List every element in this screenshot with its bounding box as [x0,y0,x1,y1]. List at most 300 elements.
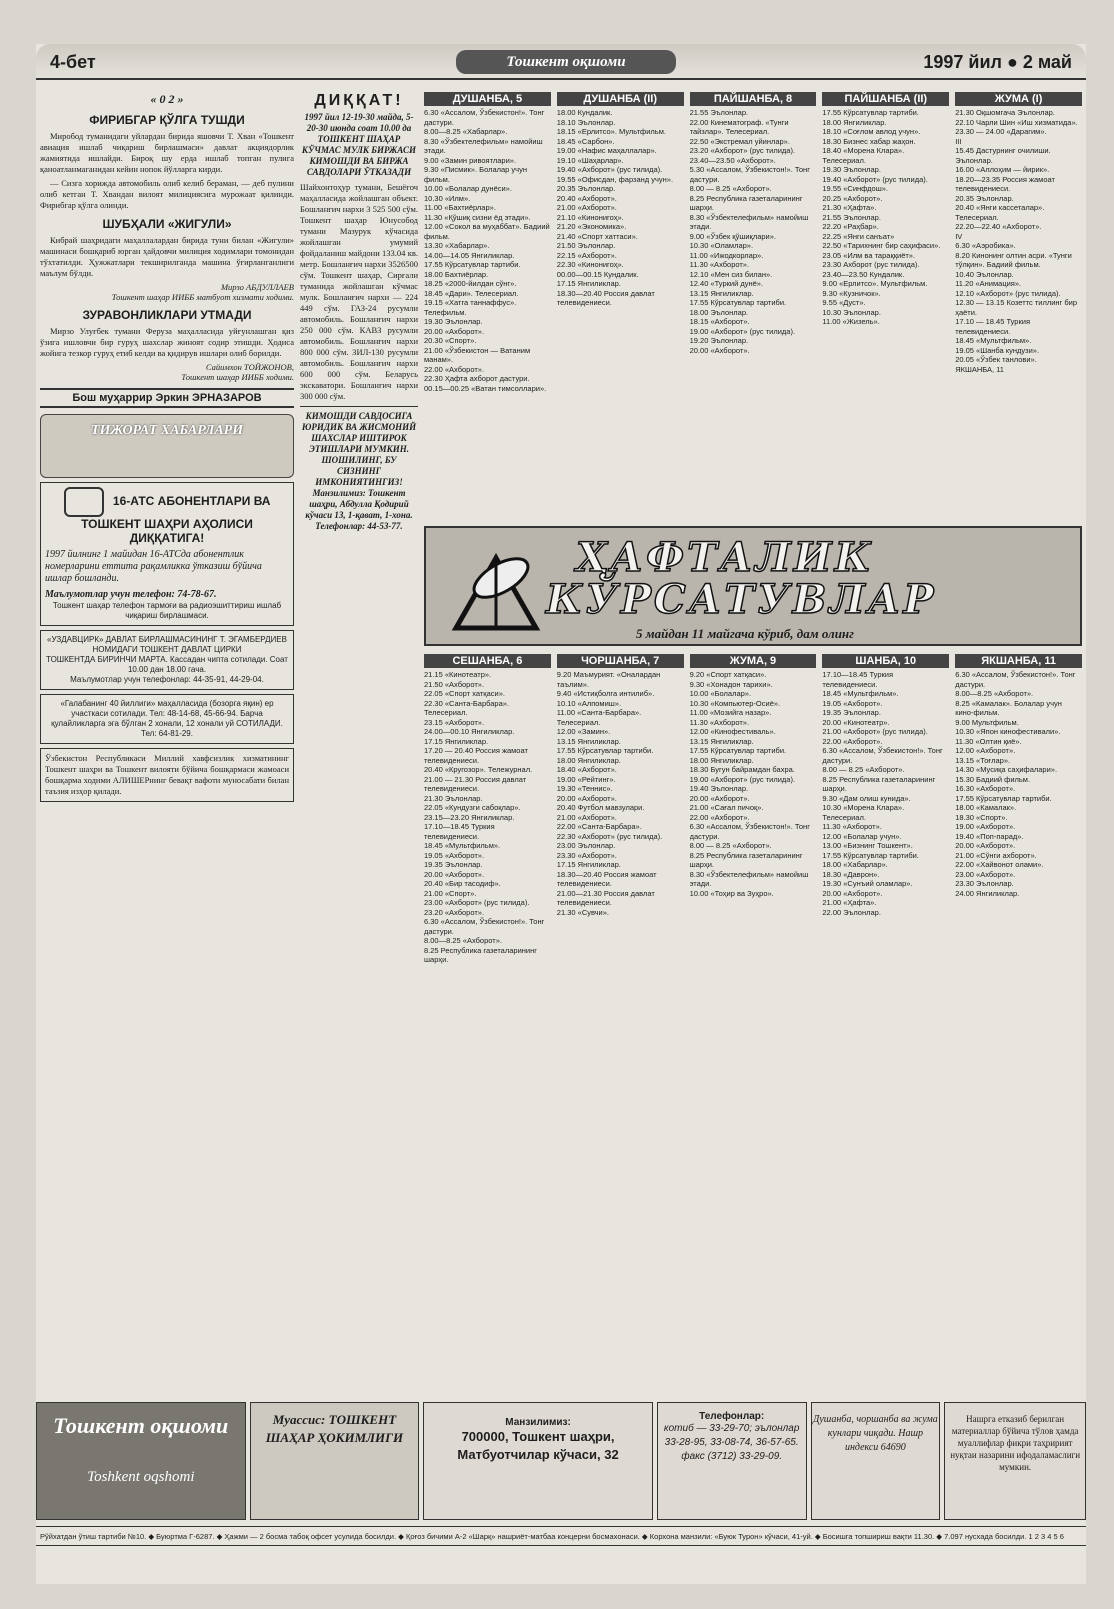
tv-program-line: 21.30 «Ҳафта». [822,203,877,212]
tv-program-line: 11.30 «Ахборот». [689,260,750,269]
tv-program-line: 19.00 «Ахборот» (рус тилида). [689,774,796,784]
tv-program-line: 10.00 «Болалар». [689,689,752,698]
tv-program-line: 6.30 «Ассалом, Ўзбекистон!». Тонг дастури. [955,670,1076,689]
tv-program-line: 12.30 — 13.15 Козеттс тиллинг бир ҳаёти. [955,298,1078,317]
tv-program-line: 19.30 «Сунъий оламлар». [822,879,913,888]
tv-program-line: 6.30 «Ассалом, Ўзбекистон!». Тонг дастури. [689,822,810,841]
tv-program-line: 23.30 — 24.00 «Дарагим». [955,127,1047,136]
atc-note: Тошкент шаҳар телефон тармоғи ва радиоэшиттириш ишлаб чиқариш бирлашмаси. [52,601,282,620]
tv-program-line: 10.40 Эълонлар. [955,269,1014,279]
tv-program-line: 22.00 «Ахборот». [424,364,485,374]
tv-program-line: 22.30 Ҳафта ахборот дастури. [424,374,530,383]
author-position: Тошкент шаҳар ИИББ матбуот хизмати ходими. [111,292,294,302]
tv-program-line: 20.05 «Ўзбек танлови». [955,355,1037,364]
tv-program-line: 21.55 Эълонлар. [689,108,749,117]
tv-program-line: 19.30 Эълонлар. [822,165,881,174]
tv-day-column [557,90,684,520]
tv-program-line: 8.00—8.25 «Ахборот». [955,689,1034,698]
tv-program-line: 10.00 «Тоҳир ва Зуҳро». [689,888,774,898]
tv-program-line: 8.30 «Ўзбектелефильм» намойиш этади. [689,869,809,888]
tv-program-line: 12.10 «Мен сиз билан». [689,269,773,279]
tv-program-line: 22.30 «Ахборот» (рус тилида). [556,831,663,841]
tv-day-header: ПАЙШАНБА (II) [822,92,949,106]
tv-program-line: 12.00 «Кинофестиваль». [689,727,776,736]
tv-program-line: III [955,136,962,146]
tv-program-line: 19.40 Эълонлар. [689,784,749,793]
article-paragraph: Миробод туманидаги уйлардан бирида яшовчи Т. Хван «Тошкент авиация ишлаб чиқариш бирлашмаси» давлат акциядорлик жамиятида ишлайди. Бироқ шу ерда ишлаб топган пулига қаноатланмаганидан кейин нопок йўлларга кирди. [40,131,294,174]
tv-program-line: 21.30 Оқшомгача Эълонлар. [955,108,1055,117]
tv-program-line: 20.40 «Ахборот». [556,193,617,203]
tv-program-line: 15.30 Бадиий фильм. [955,774,1031,784]
tv-day-column [822,90,949,520]
article-signature-3 [40,362,294,382]
tv-program-line: 22.50 «Тарихнинг бир саҳифаси». [822,241,941,250]
tv-program-line: 20.00 «Ахборот». [689,793,750,803]
tv-program-line: 20.00 «Ахборот». [689,345,750,355]
tv-program-line: 10.30 «Япон кинофестивали». [955,727,1061,736]
tv-program-line: 8.00 — 8.25 «Ахборот». [822,765,905,774]
imprint-line: Рўйхатдан ўтиш тартиби №10. ◆ Буюртма Г-6287. ◆ Ҳажми — 2 босма табоқ офсет усулида босилди. ◆ Қоғоз бичими А-2 «Шарқ» нашриёт-матбаа концерни босмахонаси. ◆ Корхона манзили: «Буюк Турон» кўчаси, 41-уй. ◆ Босишга топшириш вақти 11.30. ◆ 7.097 нусхада босилди. 1 2 3 4 5 6 [36,1526,1086,1546]
circus-phone: Маълумотлар учун телефонлар: 44-35-91, 44-29-04. [70,675,264,684]
tv-day-header: ДУШАНБА, 5 [424,92,551,106]
tv-program-line: 18.45 «Мультфильм». [424,841,501,850]
tv-program-line: 19.35 Эълонлар. [424,860,483,869]
footer-logo: Тошкент оқшоми [53,1413,229,1438]
address-text: 700000, Тошкент шаҳри, Матбуотчилар кўчаси, 32 [457,1429,619,1462]
tv-program-line: 6.30 «Ассалом, Ўзбекистон!». Тонг дастури. [822,746,943,765]
atc-title: 16-АТС АБОНЕНТЛАРИ ВА ТОШКЕНТ ШАҲРИ АҲОЛИСИ ДИҚҚАТИГА! [81,494,271,545]
tv-program-line: 21.30 «Сувчи». [556,907,609,917]
tv-program-line: 21.00 — 21.30 Россия давлат телевидениеси. [424,774,527,793]
tv-program-line: 21.00 «Ҳафта». [822,898,877,907]
tv-program-line: 24.00 Янгиликлар. [955,888,1020,898]
tv-program-line: 22.15 «Ахборот». [556,250,617,260]
tv-program-line: 8.30 «Ўзбектелефильм» намойиш этади. [424,136,543,155]
tv-program-line: 11.30 «Ахборот». [689,717,750,727]
founder-box: Муассис: ТОШКЕНТ ШАҲАР ҲОКИМЛИГИ [250,1402,420,1520]
tv-program-line: 17.10—18.45 Туркия телевидениеси. [424,822,495,841]
circus-ad [40,630,294,690]
tv-program-line: 18.40 «Ахборот». [556,765,617,774]
tv-program-line: 22.25 «Янги санъат» [822,231,895,241]
tv-program-line: 12.00 «Ахборот». [955,746,1016,755]
tv-program-line: 18.00 Янгиликлар. [689,755,754,765]
tv-program-line: 9.30 «Дам олиш кунида». [822,793,911,803]
tv-program-line: 21.50 «Ахборот». [424,679,485,689]
tv-program-line: 18.00 «Камалак». [955,803,1017,812]
tv-program-line: 16.30 «Ахборот». [955,784,1016,793]
tv-program-line: 15.45 Дастурнинг очилиши. Эълонлар. [955,146,1051,165]
auction-subtitle: 1997 йил 12-19-30 майда, 5-20-30 июнда соат 10.00 да ТОШКЕНТ ШАҲАР КЎЧМАС МУЛК БИРЖАСИ КИМОШДИ ВА БИРЖА САВДОЛАРИ ЎТКАЗАДИ [301,112,417,177]
tv-program-line: 18.45 «Мультфильм». [822,689,899,698]
tv-program-line: 21.00—21.30 Россия давлат телевидениеси. [556,888,655,907]
page-header [36,44,1086,80]
tv-program-line: 9.20 Маъмурият. «Оналардан таълим». [556,670,661,689]
tv-program-line: 11.30 «Қўшиқ сизни ёд этади». [424,212,531,222]
tv-program-line: 20.00 «Кинотеатр». [822,717,890,727]
tv-program-line: 12.40 «Туркий дунё». [689,279,764,288]
tv-program-line: 18.15 «Ерлитсо». Мультфильм. [556,127,666,136]
tv-program-line: 20.30 «Спорт». [424,336,477,345]
tv-program-line: 10.30 «Компьютер-Осиё». [689,698,781,708]
tv-program-line: 13.00 «Бизнинг Тошкент». [822,841,913,850]
circus-title: «УЗДАВЦИРК» ДАВЛАТ БИРЛАШМАСИНИНГ Т. ЭГАМБЕРДИЕВ НОМИДАГИ ТОШКЕНТ ДАВЛАТ ЦИРКИ [47,635,287,654]
tv-program-line: 10.30 «Морена Клара». Телесериал. [822,803,905,822]
tv-program-line: 23.20 «Ахборот» (рус тилида). [689,146,796,155]
tv-program-line: 17.55 Кўрсатувлар тартиби. [689,746,787,755]
tv-program-line: 17.55 Кўрсатувлар тартиби. [822,850,919,860]
tv-day-column [424,652,551,1392]
tv-program-line: 18.00 Янгиликлар. [822,117,887,127]
logo-box [36,1402,246,1520]
tv-program-line: 14.30 «Мусиқа саҳифалари». [955,765,1058,774]
article-title-1: ФИРИБГАР ҚЎЛГА ТУШДИ [89,113,245,127]
banner-title-line1: ҲАФТАЛИК [576,534,874,581]
divider [300,406,418,407]
tv-program-line: 17.15 Янгиликлар. [556,279,621,288]
phones-text: котиб — 33-29-70; эълонлар 33-28-95, 33-08-74, 36-57-65. факс (3712) 33-29-09. [663,1423,800,1462]
tv-program-line: 19.00 «Нафис маҳаллалар». [556,146,657,155]
tv-day-header: СЕШАНБА, 6 [424,654,551,668]
auction-body: Шайхонтоҳур тумани, Бешёғоч маҳалласида жойлашган объект. Бошланғич нархи 3 525 500 сўм. Тошкент шаҳар Юнусобод тумани Мазурук кўчасида жойлашган умумий фойдаланиш майдони 133.04 кв. метр. Бошланғич нархи 3526500 сўм. Тошкент шаҳар, Сирғали туманида жойлашган кўчмас мулк. Бошланғич нархи — 224 449 сўм. ГАЗ-24 русумли автомобиль. Бошланғич нархи 250 000 сўм. КАВЗ русумли автомобиль. Бошланғич нархи 800 000 сўм. ЗИЛ-130 русумли автомобиль. Бошланғич нархи 600 000 сўм. Беларусь экскаватори. Бошланғич нархи 300 000 сўм. [300,182,418,401]
tv-program-line: IV [955,231,963,241]
tv-program-line: 20.00 «Ахборот». [955,841,1016,850]
tv-program-line: 21.55 Эълонлар. [822,212,881,222]
tv-program-line: 18.20—23.35 Россия жамоат телевидениеси. [955,174,1055,193]
tv-program-line: 18.00 Бахтиёрлар. [424,269,489,279]
tv-program-line: 20.40 «Янги кассеталар». Телесериал. [955,203,1045,222]
auction-title: ДИҚҚАТ! [314,92,404,109]
tv-program-line: 19.00 «Рейтинг». [556,774,616,784]
atc-phone: Маълумотлар учун телефон: 74-78-67. [45,589,217,600]
tv-program-line: 8.25 Республика газеталарининг шарҳи. [689,850,803,869]
trade-news-banner: ТИЖОРАТ ХАБАРЛАРИ [40,414,294,478]
tv-program-line: 20.00 «Ахборот». [424,869,485,879]
tv-program-line: 11.20 «Анимация». [955,279,1022,288]
address-box [423,1402,653,1520]
tv-program-line: 22.00 «Ахборот». [689,812,750,822]
tv-day-header: ШАНБА, 10 [822,654,949,668]
tv-program-line: 12.00 «Замин». [556,727,611,736]
tv-program-line: 19.55 «Синфдош». [822,184,888,193]
tv-program-line: 19.30 «Теннис». [556,784,613,793]
tv-program-line: 8.00—8.25 «Хабарлар». [424,127,508,136]
tv-program-line: 18.45 «Дари». Телесериал. [424,288,519,298]
tv-program-line: 19.15 «Хатга таннаффус». Телефильм. [424,298,517,317]
tv-program-line: 9.00 «Замин ривоятлари». [424,155,517,165]
tv-program-line: 17.20 — 20.40 Россия жамоат телевидениеси. [424,746,528,765]
tv-program-line: 23.40—23.50 Кундалик. [822,269,905,279]
telephone-icon [64,487,104,517]
tv-program-line: 20.40 Футбол мавзулари. [556,803,645,812]
tv-program-line: 9.00 Мультфильм. [955,717,1019,727]
tv-program-line: ЯКШАНБА, 11 [955,364,1004,374]
tv-program-line: 22.10 Чарли Шин «Иш хизматида». [955,117,1078,127]
tv-program-line: 21.00 «Ахборот» (рус тилида). [822,727,928,736]
tv-program-line: 18.45 «Мультфильм». [955,336,1032,345]
tv-program-line: 23.40—23.50 «Ахборот». [689,155,776,165]
phones-box [657,1402,807,1520]
tv-program-line: 10.00 «Болалар дунёси». [424,184,512,193]
tv-program-line: 19.00 «Ахборот» (рус тилида). [689,326,796,336]
article-title-3: ЗУРАВОНЛИКЛАРИ УТМАДИ [82,308,252,322]
article-title-2: ШУБҲАЛИ «ЖИГУЛИ» [102,217,232,231]
tv-program-line: 21.00 «Ўзбекистон — Ватаним манам». [424,345,531,364]
tv-program-line: 22.30 «Кинонигоҳ». [556,260,624,269]
tv-program-line: 18.30 «Даврон». [822,869,880,879]
banner-title-line2: КЎРСАТУВЛАР [546,576,937,623]
obituary: Ўзбекистон Республикаси Миллий хавфсизлик хизматининг Тошкент шаҳри ва Тошкент вилояти бўйича бошқармаси жамоаси бошқарма ходими АЛИШЕРнинг бевақт вафоти муносабати билан таъзия изҳор қилади. [40,748,294,802]
tv-program-line: 5.30 «Ассалом, Ўзбекистон!». Тонг дастури. [689,165,810,184]
tv-program-line: 21.00 «Ахборот». [556,203,617,212]
tv-day-header: ПАЙШАНБА, 8 [690,92,817,106]
satellite-dish-icon [446,538,546,638]
tv-program-line: 23.00 «Ахборот» (рус тилида). [424,898,530,907]
tv-program-line: 19.40 «Ахборот» (рус тилида). [556,165,663,174]
tv-program-line: 8.25 Республика газеталарининг шарҳи. [689,193,803,212]
tv-program-line: 20.35 Эълонлар. [955,193,1014,203]
tv-program-line: 9.00 «Ўзбек қўшиқлари». [689,231,776,241]
tv-program-line: 20.00 «Ахборот». [424,326,485,336]
tv-program-line: 11.00 «Жизель». [822,317,880,326]
tv-program-line: 21.00 «Спорт». [424,888,477,898]
tv-program-line: 24.00—00.10 Янгиликлар. [424,727,515,736]
tv-program-line: 23.00 Эълонлар. [556,841,616,850]
tv-program-line: 20.00 «Ахборот». [556,793,617,803]
banner-subtitle: 5 майдан 11 майгача кўриб, дам олинг [636,626,854,641]
tv-program-line: 21.50 Эълонлар. [556,241,616,250]
article-paragraph: Кибрай шаҳридаги маҳаллалардан бирида туни билан «Жигули» машинаси бошқариб юрган ҳайдовчи милиция ходимлари томонидан тўхтатилди. Ҳужжатлари текширилганда машина ўғирланганлиги маълум бўлди. [40,235,294,278]
tv-program-line: 11.00 «Санта-Барбара». Телесериал. [556,708,642,727]
author-name: Мирзо АБДУЛЛАЕВ [220,282,294,292]
tv-program-line: 9.55 «Дуст». [822,298,866,307]
tv-program-line: 13.15 «Тоғлар». [955,755,1011,765]
tv-program-line: 18.10 «Соғлом авлод учун». [822,127,921,136]
tv-program-line: 20.40 «Бир тасодиф». [424,879,501,888]
tv-day-column [690,90,817,520]
tv-program-line: 22.05 «Кундузги сабоқлар». [424,803,521,812]
tv-program-line: 17.10 — 18.45 Туркия телевидениеси. [955,317,1031,336]
tv-grid-top [424,90,1082,520]
tv-program-line: 22.00 «Ахборот». [822,736,883,746]
tv-program-line: 23.30 Ахборот (рус тилида). [822,260,920,269]
tv-program-line: 9.20 «Спорт хатқаси». [689,670,767,679]
article-body-2 [40,235,294,279]
tv-program-line: 17.10—18.45 Туркия телевидениеси. [822,670,894,689]
tv-day-column [557,652,684,1392]
tv-program-line: 22.00 Кинематограф. «Тунги тайзлар». Телесериал. [689,117,789,136]
tv-program-line: 18.25 «2000-йилдан сўнг». [424,279,517,288]
tv-program-line: 18.30 Бугун байрамдан бахра. [689,765,795,774]
tv-program-line: 18.45 «Сарбон». [556,136,615,146]
tv-program-line: 16.00 «Аллоҳим — йирик». [955,165,1050,174]
tv-program-line: 17.55 Кўрсатувлар тартиби. [556,746,654,755]
tv-program-line: 8.25 «Камалак». Болалар учун кино-фильм. [955,698,1062,717]
masthead-logo: Тошкент оқшоми [456,50,676,74]
tv-program-line: 6.30 «Ассалом, Ўзбекистон!». Тонг дастури. [424,108,545,127]
tv-program-line: 20.00 «Ахборот». [822,888,883,898]
tv-program-line: 9.40 «Истиқболга интилиб». [556,689,655,698]
tv-day-column [822,652,949,1392]
editorial-note-box: Нашрга етказиб берилган материаллар бўйича тўлов ҳамда муаллифлар фикри таҳририят нуқтаи назарини ифодаламаслиги мумкин. [944,1402,1086,1520]
tv-program-line: 18.30 «Спорт». [955,812,1008,822]
weekly-tv-banner [424,526,1082,646]
tv-program-line: 12.00 «Болалар учун». [822,831,902,841]
tv-program-line: 10.10 «Алпомиш». [556,698,622,708]
atc-announcement [40,482,294,626]
tv-day-column [424,90,551,520]
tv-program-line: 19.30 Эълонлар. [424,317,483,326]
tv-program-line: 17.15 Янгиликлар. [556,860,621,869]
tv-program-line: 18.30 Бизнес хабар жаҳон. [822,136,916,146]
tv-program-line: 11.30 «Ахборот». [822,822,882,831]
tv-program-line: 18.30—20.40 Россия давлат телевидениеси. [556,288,655,307]
tv-program-line: 22.30 «Санта-Барбара». Телесериал. [424,698,510,717]
tv-program-line: 18.00 Эълонлар. [689,307,749,317]
tv-program-line: 9.30 «Писмик». Болалар учун фильм. [424,165,527,184]
tv-program-line: 21.30 Эълонлар. [424,793,483,803]
tv-program-line: 19.55 «Офисдан, фарзанд учун». [556,174,674,184]
tv-program-line: 6.30 «Ассалом, Ўзбекистон!». Тонг дастури. [424,917,545,936]
tv-program-line: 8.00 — 8.25 «Ахборот». [689,184,772,193]
tv-program-line: 17.55 Кўрсатувлар тартиби. [822,108,919,117]
tv-program-line: 8.00 — 8.25 «Ахборот». [689,841,772,850]
tv-program-line: 20.25 «Ахборот». [822,193,883,203]
tv-program-line: 23.30 Эълонлар. [955,879,1014,888]
address-label: Манзилимиз: [505,1417,571,1428]
tv-program-line: 21.00 «Сағал пичоқ». [689,803,764,812]
tv-program-line: 13.15 Янгиликлар. [556,736,621,746]
tv-program-line: 11.30 «Олтин қиё». [955,736,1022,746]
tv-program-line: 8.25 Республика газеталарининг шарҳи. [424,945,537,964]
tv-program-line: 21.20 «Экономика». [556,222,627,231]
tv-program-line: 23.05 «Илм ва тараққиёт». [822,250,916,260]
tv-day-column [955,90,1082,520]
tv-program-line: 11.00 «Ижодкорлар». [689,250,764,260]
tv-program-line: 18.00 «Хабарлар». [822,860,888,869]
article-body-3 [40,326,294,359]
tv-program-line: 19.10 «Шаҳарлар». [556,155,624,165]
tv-program-line: 23.30 «Ахборот». [556,850,617,860]
tv-program-line: 9.30 «Кузничок». [822,288,881,298]
classified-ads: «Галабанинг 40 йиллиги» маҳалласида (бозорга яқин) ер участкаси сотилади. Тел: 48-14-68, 45-66-94. Барча қулайликларга эга бўлган 2 хонали, 12 хонали уй СОТИЛАДИ. Тел: 64-81-29. [40,694,294,744]
tv-program-line: 22.20 «Раҳбар». [822,222,879,231]
atc-body: 1997 йилнинг 1 майидан 16-АТСда абонентлик номерларини еттита рақамликка ўтказиш бўйича ишлар бошланди. [45,549,262,584]
article-paragraph: Мирзо Улуғбек тумани Феруза маҳалласида уйғунлашган қиз ўзига ишловчи бир гуруҳ шахслар жиноят содир этишди. Ҳодиса жойига тезкор гуруҳ етиб келди ва қидирув ишлари олиб борилди. [40,326,294,358]
editor-in-chief: Бош муҳаррир Эркин ЭРНАЗАРОВ [40,388,294,408]
tv-program-line: 23.15 «Ахборот». [424,717,485,727]
tv-program-line: 00.00—00.15 Кундалик. [556,269,639,279]
tv-program-line: 23.20 «Ахборот». [424,907,485,917]
tv-program-line: 19.40 «Поп-парад». [955,831,1024,841]
tv-program-line: 13.15 Янгиликлар. [689,288,754,298]
tv-day-header: ЯКШАНБА, 11 [955,654,1082,668]
tv-listings [424,90,1082,1410]
tv-program-line: 00.15—00.25 «Ватан тимсоллари». [424,383,547,393]
tv-program-line: 17.55 Кўрсатувлар тартиби. [424,260,521,269]
article-paragraph: — Сизга хорижда автомобиль олиб келиб бераман, — деб пулини олиб кетган Т. Хвандан вилоят милициясига мурожаат қилинди. Фирибгар қўлга олинди. [40,178,294,210]
tv-program-line: 8.20 Кинонинг олтин асри. «Тунги тўлқин». Бадиий фильм. [955,250,1072,269]
tv-program-line: 17.15 Янгиликлар. [424,736,489,746]
tv-program-line: 12.00 «Сокол ва муҳаббат». Бадиий фильм. [424,222,550,241]
tv-program-line: 19.40 «Ахборот» (рус тилида). [822,174,928,184]
tv-program-line: 13.15 Янгиликлар. [689,736,754,746]
tv-program-line: 21.00 «Ахборот». [556,812,617,822]
article-body-1 [40,131,294,211]
section-kicker: « 0 2 » [150,92,184,106]
tv-program-line: 19.05 «Ахборот». [822,698,883,708]
tv-program-line: 20.40 «Кругозор». Тележурнал. [424,765,533,774]
tv-program-line: 8.00—8.25 «Ахборот». [424,936,502,945]
author-name: Сайимхон ТОЙЖОНОВ, [205,362,294,372]
publication-info-box: Душанба, чоршанба ва жума кунлари чиқади. Нашр индекси 64690 [811,1402,941,1520]
tv-program-line: 18.40 «Морена Клара». Телесериал. [822,146,905,165]
tv-program-line: 21.00 «Сўнги ахборот». [955,850,1037,860]
tv-program-line: 21.10 «Кинонигоҳ». [556,212,624,222]
tv-grid-bottom [424,652,1082,1392]
tv-program-line: 13.30 «Хабарлар». [424,241,490,250]
newspaper-page [36,44,1086,1584]
tv-program-line: 19.05 «Ахборот». [424,850,485,860]
tv-day-header: ДУШАНБА (II) [557,92,684,106]
tv-program-line: 11.00 «Бахтиёрлар». [424,203,496,212]
tv-program-line: 6.30 «Аэробика». [955,241,1016,250]
tv-program-line: 18.15 «Ахборот». [689,317,750,326]
tv-program-line: 14.00—14.05 Янгиликлар. [424,250,515,260]
page-number: 4-бет [50,52,96,72]
tv-program-line: 10.30 «Илм». [424,193,471,203]
phones-label: Телефонлар: [699,1411,765,1422]
left-column [40,90,294,1390]
tv-program-line: 18.30—20.40 Россия жамоат телевидениеси. [556,869,657,888]
tv-program-line: 8.30 «Ўзбектелефильм» намойиш этади. [689,212,809,231]
author-position: Тошкент шаҳар ИИББ ходими. [181,372,294,382]
tv-program-line: 10.30 «Оламлар». [689,241,754,250]
tv-program-line: 10.30 Эълонлар. [822,307,881,317]
tv-day-header: ЧОРШАНБА, 7 [557,654,684,668]
tv-day-header: ЖУМА (I) [955,92,1082,106]
tv-program-line: 22.00 Эълонлар. [822,907,881,917]
tv-program-line: 17.55 Кўрсатувлар тартиби. [955,793,1052,803]
tv-program-line: 9.30 «Хонадон тарихи». [689,679,773,689]
tv-program-line: 22.00 «Санта-Барбара». [556,822,642,831]
tv-day-column [955,652,1082,1392]
issue-date: 1997 йил ● 2 май [923,52,1072,72]
tv-program-line: 11.00 «Мозийга назар». [689,708,772,717]
auction-footer: КИМОШДИ САВДОСИГА ЮРИДИК ВА ЖИСМОНИЙ ШАХСЛАР ИШТИРОК ЭТИШЛАРИ МУМКИН. ШОШИЛИНГ, БУ СИЗНИНГ ИМКОНИЯТИНГИЗ! Манзилимиз: Тошкент шаҳри, Абдулла Қодирий кўчаси 13, 1-қават, 1-хона. Телефонлар: 44-53-77. [301,411,417,531]
auction-column [300,90,418,1410]
tv-program-line: 23.15—23.20 Янгиликлар. [424,812,515,822]
tv-program-line: 18.10 Эълонлар. [556,117,616,127]
tv-program-line: 12.10 «Ахборот» (рус тилида). [955,288,1061,298]
tv-program-line: 20.35 Эълонлар. [556,184,616,193]
tv-program-line: 8.25 Республика газеталарининг шарҳи. [822,774,936,793]
tv-day-header: ЖУМА, 9 [690,654,817,668]
tv-program-line: 17.55 Кўрсатувлар тартиби. [689,298,787,307]
tv-program-line: 22.20—22.40 «Ахборот». [955,222,1042,231]
footer-logo-latin: Toshkent oqshomi [87,1469,195,1485]
tv-program-line: 18.00 Кундалик. [556,108,613,117]
tv-program-line: 22.50 «Экстремал уйинлар». [689,136,790,146]
tv-program-line: 19.20 Эълонлар. [689,336,749,345]
tv-program-line: 19.35 Эълонлар. [822,708,881,717]
tv-program-line: 21.40 «Спорт хаттаси». [556,231,638,241]
tv-program-line: 19.00 «Ахборот». [955,822,1016,831]
tv-program-line: 22.05 «Спорт хатқаси». [424,689,505,698]
article-signature-2 [40,282,294,302]
tv-program-line: 19.05 «Шанба кундузи». [955,345,1040,355]
tv-program-line: 22.00 «Хайвонот олами». [955,860,1044,869]
